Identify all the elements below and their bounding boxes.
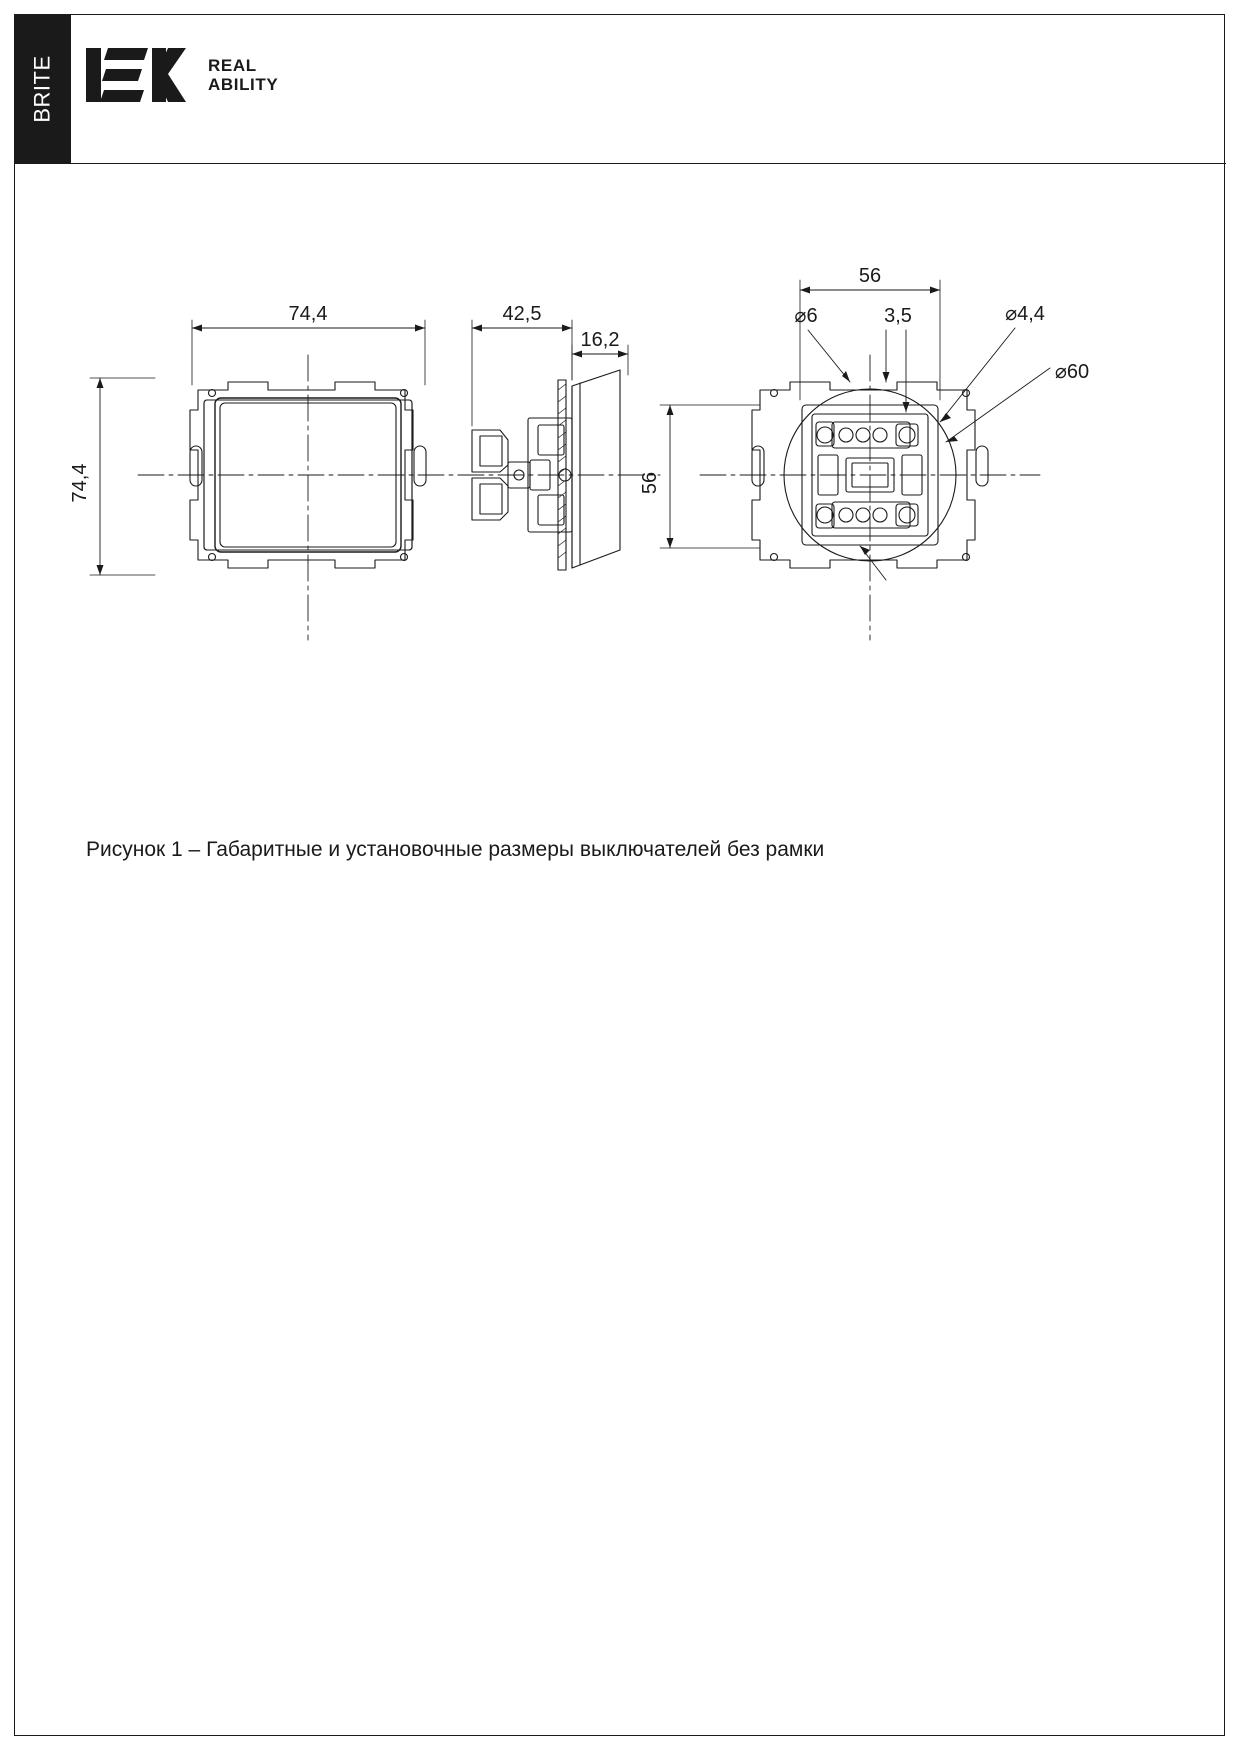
dia-60-label: ⌀60 — [1054, 361, 1090, 383]
rear-view-group — [660, 280, 1050, 640]
brand-vertical-label — [15, 15, 71, 163]
iek-logo-icon — [86, 44, 194, 106]
brand-vertical-text: BRITE — [30, 55, 56, 123]
logo-tagline-line1: REAL — [208, 56, 257, 75]
offset-3-5-label: 3,5 — [884, 305, 912, 327]
front-height-dim: 74,4 — [69, 463, 91, 503]
logo-tagline-line2: ABILITY — [208, 75, 279, 94]
figure-caption: Рисунок 1 – Габаритные и установочные размеры выключателей без рамки — [86, 838, 825, 861]
drawing-svg — [60, 250, 1180, 680]
side-view-group — [458, 320, 660, 570]
dia-4-4-label: ⌀4,4 — [1005, 303, 1045, 325]
technical-drawing — [60, 250, 1180, 680]
logo-tagline — [208, 56, 278, 94]
header-divider — [15, 163, 1226, 164]
side-depth-dim: 42,5 — [502, 303, 542, 325]
front-view-group — [90, 320, 480, 640]
logo-block — [86, 42, 278, 108]
rear-height-dim: 56 — [639, 471, 661, 495]
side-inner-dim: 16,2 — [580, 329, 620, 351]
rear-width-dim: 56 — [858, 265, 882, 287]
front-width-dim: 74,4 — [288, 303, 328, 325]
dia-6-label: ⌀6 — [794, 305, 818, 327]
